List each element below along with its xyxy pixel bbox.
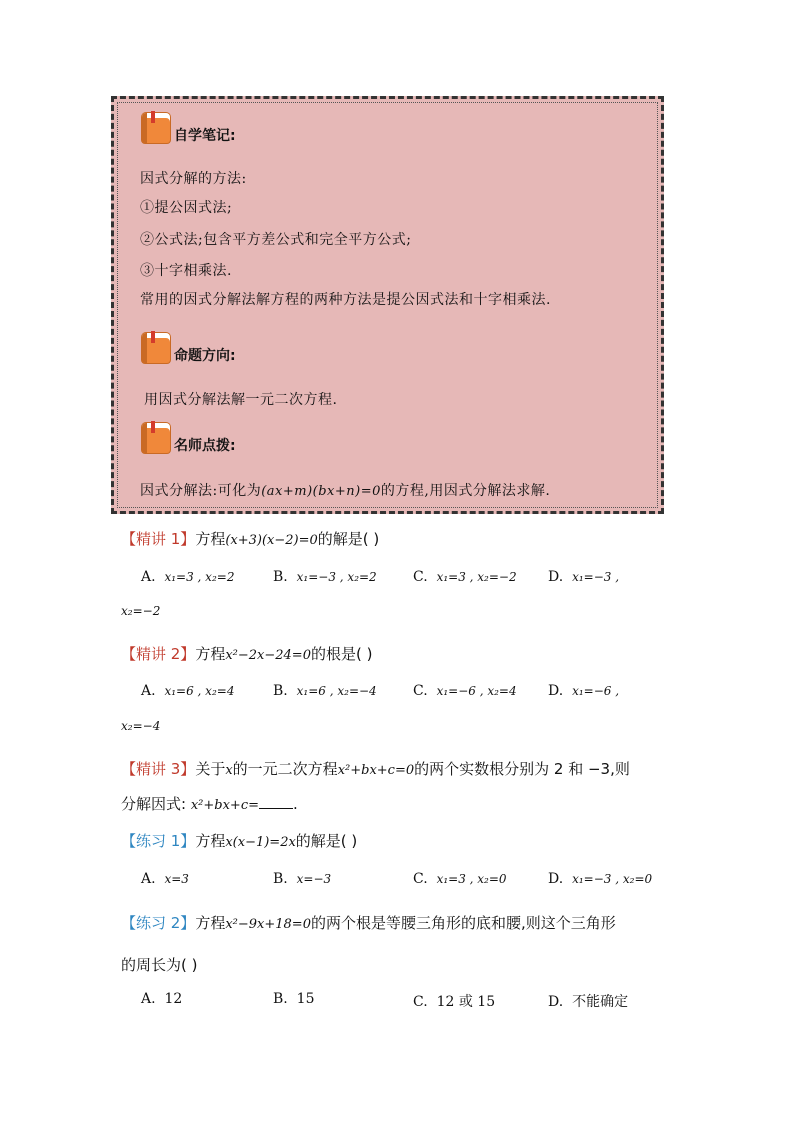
study-notes-box xyxy=(111,96,664,514)
option-d[interactable] xyxy=(548,569,619,585)
tips-suffix: 的方程,用因式分解法求解. xyxy=(380,483,551,499)
tips-math: (ax+m)(bx+n)=0 xyxy=(261,484,381,499)
option-d-continued xyxy=(121,603,160,619)
option-text: x₁=3 , x₂=2 xyxy=(164,570,235,584)
option-b[interactable] xyxy=(273,991,314,1007)
option-letter: D. xyxy=(548,994,564,1010)
question-tag: 【精讲 2】 xyxy=(121,645,196,663)
question-math: x²−9x+18=0 xyxy=(225,917,311,932)
option-text: x₁=3 , x₂=0 xyxy=(436,872,507,886)
option-text: x₂=−4 xyxy=(121,719,161,733)
note-line: ③十字相乘法. xyxy=(140,263,232,279)
option-a[interactable] xyxy=(141,871,189,887)
option-text: x₁=6 , x₂=4 xyxy=(164,684,235,698)
option-b[interactable] xyxy=(273,569,377,585)
option-c[interactable] xyxy=(413,569,517,585)
question-math: (x+3)(x−2)=0 xyxy=(225,533,318,548)
option-text: 12 或 15 xyxy=(436,994,496,1010)
option-letter: A. xyxy=(141,569,156,585)
option-c[interactable] xyxy=(413,871,507,887)
question-math: x²−2x−24=0 xyxy=(225,648,311,663)
question-tag: 【精讲 1】 xyxy=(121,530,196,548)
answer-blank[interactable] xyxy=(259,796,293,809)
question-text: 分解因式: xyxy=(121,795,187,813)
question-text: 方程 xyxy=(195,832,226,850)
direction-line: 用因式分解法解一元二次方程. xyxy=(144,392,338,408)
question-text: 的一元二次方程 xyxy=(232,760,338,778)
option-letter: A. xyxy=(141,683,156,699)
option-text: x₁=−3 , x₂=2 xyxy=(296,570,377,584)
question-text: . xyxy=(293,795,298,813)
tips-prefix: 因式分解法:可化为 xyxy=(140,483,262,499)
question-text: 的两个实数根分别为 2 和 −3,则 xyxy=(414,760,630,778)
option-letter: D. xyxy=(548,683,564,699)
option-letter: A. xyxy=(141,991,156,1007)
option-letter: B. xyxy=(273,991,288,1007)
option-d[interactable] xyxy=(548,871,652,887)
option-text: x₁=−3 , x₂=0 xyxy=(572,872,653,886)
question-text: 的两个根是等腰三角形的底和腰,则这个三角形 xyxy=(310,914,616,932)
question-title xyxy=(121,643,372,664)
notebook-icon xyxy=(142,113,170,143)
note-line: ②公式法;包含平方差公式和完全平方公式; xyxy=(140,232,412,248)
option-letter: B. xyxy=(273,683,288,699)
question-text: 的根是( ) xyxy=(310,645,373,663)
option-letter: D. xyxy=(548,871,564,887)
option-d[interactable] xyxy=(548,991,628,1011)
option-letter: A. xyxy=(141,871,156,887)
tips-line xyxy=(140,480,550,500)
option-text: 15 xyxy=(296,991,315,1007)
option-text: x₁=−3 , xyxy=(572,570,620,584)
option-text: x₁=−6 , xyxy=(572,684,620,698)
option-b[interactable] xyxy=(273,871,331,887)
note-line: 因式分解的方法: xyxy=(140,171,247,187)
option-c[interactable] xyxy=(413,683,517,699)
question-text: 方程 xyxy=(195,914,226,932)
notebook-icon xyxy=(142,423,170,453)
option-c[interactable] xyxy=(413,991,495,1011)
direction-title: 命题方向: xyxy=(174,348,236,364)
option-letter: B. xyxy=(273,569,288,585)
note-line: ①提公因式法; xyxy=(140,200,233,216)
option-letter: C. xyxy=(413,871,428,887)
option-text: x₁=3 , x₂=−2 xyxy=(436,570,517,584)
tips-title: 名师点拨: xyxy=(174,438,236,454)
option-b[interactable] xyxy=(273,683,377,699)
question-tag: 【精讲 3】 xyxy=(121,760,196,778)
question-title xyxy=(121,830,357,851)
option-d-continued xyxy=(121,718,160,734)
question-title xyxy=(121,528,379,549)
question-math: x xyxy=(225,763,233,778)
option-text: 不能确定 xyxy=(572,994,629,1010)
option-text: x₂=−2 xyxy=(121,604,161,618)
option-letter: C. xyxy=(413,569,428,585)
option-letter: C. xyxy=(413,683,428,699)
option-text: 12 xyxy=(164,991,183,1007)
question-math: x²+bx+c=0 xyxy=(337,763,415,778)
option-d[interactable] xyxy=(548,683,619,699)
question-math: x²+bx+c= xyxy=(190,798,259,813)
option-letter: B. xyxy=(273,871,288,887)
note-line: 常用的因式分解法解方程的两种方法是提公因式法和十字相乘法. xyxy=(140,292,551,308)
question-tag: 【练习 1】 xyxy=(121,832,196,850)
question-text: 关于 xyxy=(195,760,226,778)
question-math: x(x−1)=2x xyxy=(225,835,296,850)
question-title xyxy=(121,912,616,933)
question-text: 的解是( ) xyxy=(317,530,380,548)
question-text: 方程 xyxy=(195,530,226,548)
option-letter: D. xyxy=(548,569,564,585)
question-line-2 xyxy=(121,793,298,814)
question-text: 方程 xyxy=(195,645,226,663)
option-a[interactable] xyxy=(141,991,182,1007)
option-text: x₁=6 , x₂=−4 xyxy=(296,684,377,698)
self-study-title: 自学笔记: xyxy=(174,128,236,144)
question-line-2: 的周长为( ) xyxy=(121,956,198,974)
option-text: x=3 xyxy=(164,872,189,886)
option-text: x=−3 xyxy=(296,872,332,886)
question-title xyxy=(121,758,630,779)
option-a[interactable] xyxy=(141,683,234,699)
question-tag: 【练习 2】 xyxy=(121,914,196,932)
option-a[interactable] xyxy=(141,569,234,585)
option-letter: C. xyxy=(413,994,428,1010)
question-text: 的解是( ) xyxy=(295,832,358,850)
notebook-icon xyxy=(142,333,170,363)
option-text: x₁=−6 , x₂=4 xyxy=(436,684,517,698)
